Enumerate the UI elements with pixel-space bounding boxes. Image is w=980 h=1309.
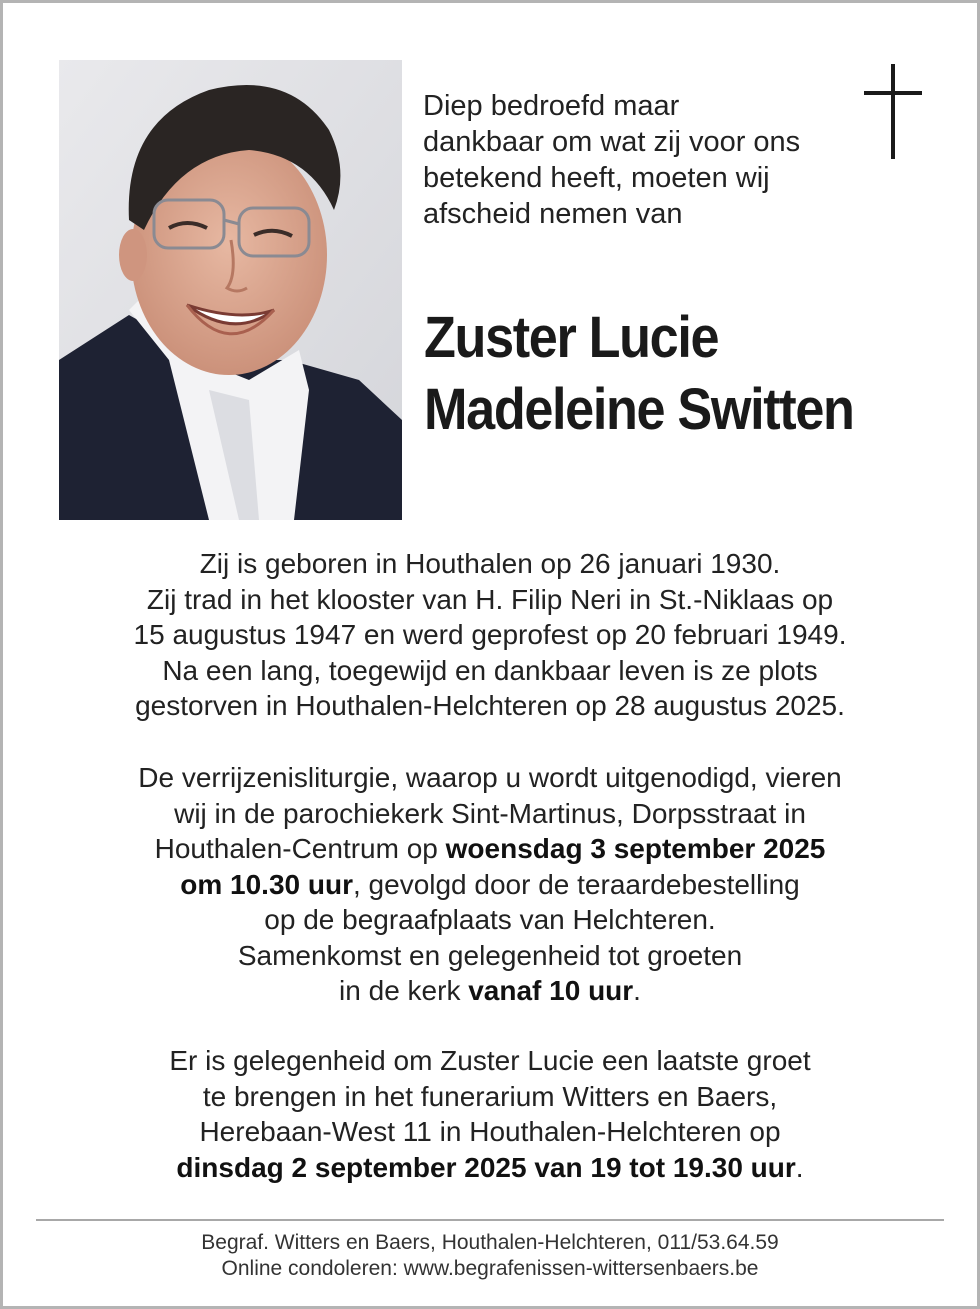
cross-icon [864,64,922,159]
name-line-2: Madeleine Switten [424,377,854,442]
portrait-photo [59,60,402,520]
condolence-link[interactable]: Online condoleren: www.begrafenissen-wittersenbaers.be [221,1257,759,1280]
ceremony-line: om 10.30 uur, gevolgd door de teraardebestelling [180,868,800,900]
ceremony-line: op de begraafplaats van Helchteren. [264,904,716,935]
ceremony-time: om 10.30 uur [180,868,353,900]
footer [40,1230,940,1282]
ceremony-line: Samenkomst en gelegenheid tot groeten [237,939,743,971]
biography-line: Zij is geboren in Houthalen op 26 januari 1930. [199,548,781,579]
ceremony-paragraph [40,760,940,1009]
biography-line: gestorven in Houthalen-Helchteren op 28 augustus 2025. [135,690,845,721]
divider [36,1219,944,1221]
intro-text [423,88,853,232]
ceremony-line: Houthalen-Centrum op woensdag 3 september 2025 [154,833,826,864]
ceremony-date: woensdag 3 september 2025 [445,833,826,864]
intro-line: dankbaar om wat zij voor ons [423,126,801,158]
name-line-1: Zuster Lucie [424,305,719,370]
intro-line: afscheid nemen van [423,198,683,230]
biography-line: Zij trad in het klooster van H. Filip Neri in St.-Niklaas op [146,583,834,615]
visitation-line: te brengen in het funerarium Witters en Baers, [202,1080,778,1112]
ceremony-line: in de kerk vanaf 10 uur. [339,975,641,1006]
biography-line: 15 augustus 1947 en werd geprofest op 20 februari 1949. [133,619,847,650]
visitation-line: dinsdag 2 september 2025 van 19 tot 19.30 uur. [176,1151,804,1183]
biography-paragraph [40,546,940,724]
deceased-name [424,302,910,446]
funeral-home-contact: Begraf. Witters en Baers, Houthalen-Helchteren, 011/53.64.59 [201,1231,779,1254]
gathering-time: vanaf 10 uur [468,975,634,1006]
biography-line: Na een lang, toegewijd en dankbaar leven is ze plots [162,654,818,686]
visitation-paragraph [40,1043,940,1185]
ceremony-line: De verrijzenisliturgie, waarop u wordt uitgenodigd, vieren [138,762,842,793]
intro-line: Diep bedroefd maar [423,90,680,122]
ceremony-line: wij in de parochiekerk Sint-Martinus, Dorpsstraat in [174,797,806,829]
visitation-datetime: dinsdag 2 september 2025 van 19 tot 19.30 uur [176,1151,796,1183]
intro-line: betekend heeft, moeten wij [423,162,770,194]
visitation-line: Herebaan-West 11 in Houthalen-Helchteren op [199,1116,781,1147]
visitation-line: Er is gelegenheid om Zuster Lucie een laatste groet [169,1045,811,1076]
